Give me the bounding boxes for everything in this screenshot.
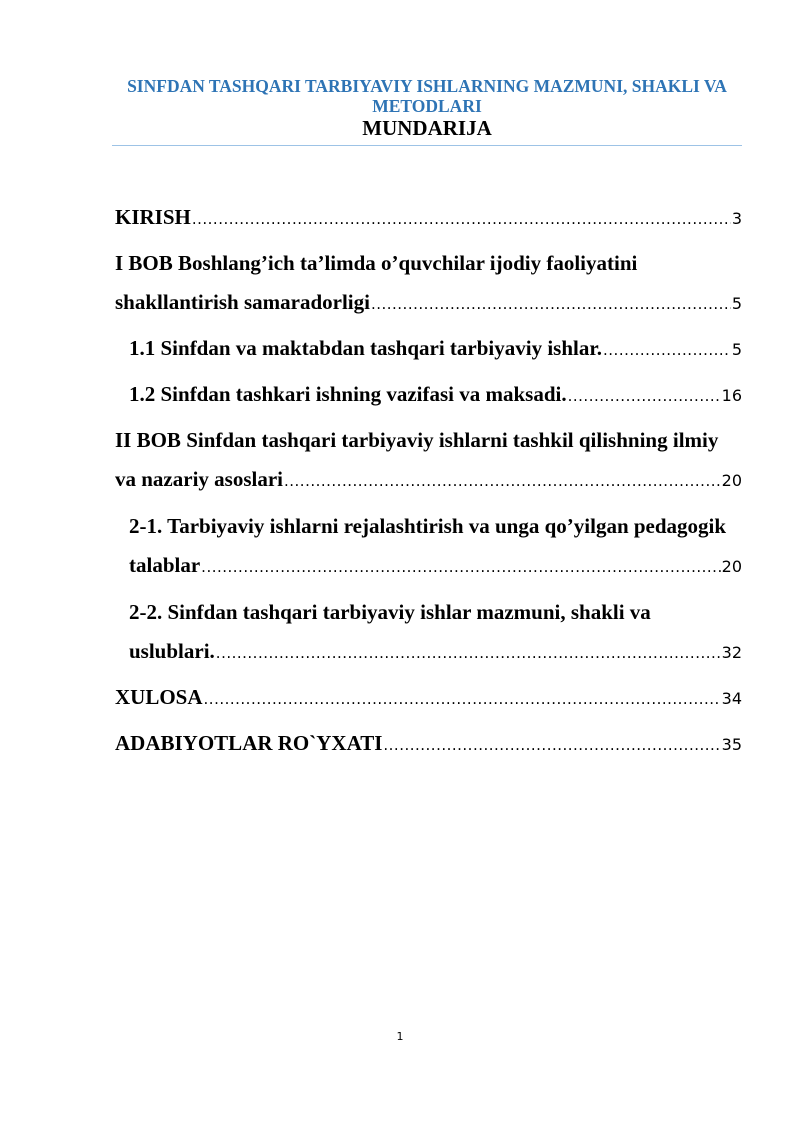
toc-line [129,375,742,414]
toc-page-number: 20 [721,557,742,576]
dot-leader [383,726,720,765]
toc-page-number: 5 [731,294,742,313]
page-number: 1 [396,1030,404,1043]
page-header [112,76,742,144]
toc-line [129,632,742,671]
toc-entry-label: 1.2 Sinfdan tashkari ishning vazifasi va maksadi. [129,382,567,406]
toc-entry-label-line: 2-2. Sinfdan tashqari tarbiyaviy ishlar mazmuni, shakli va [129,600,651,624]
toc-page-number: 32 [721,643,742,662]
toc-entry-label: uslublari. [129,639,215,663]
toc-entry-label-line: I BOB Boshlang’ich ta’limda o’quvchilar ijodiy faoliyatini [115,251,638,275]
dot-leader [603,331,731,370]
toc-entry-label: KIRISH [115,205,191,229]
table-of-contents [115,198,742,763]
toc-entry-chapter-2[interactable] [115,421,742,499]
toc-line [129,329,742,368]
toc-line [129,546,742,585]
toc-page-number: 35 [721,735,742,754]
toc-line [115,678,742,717]
toc-line [115,460,742,499]
toc-entry-label: va nazariy asoslari [115,467,283,491]
toc-entry-label: shakllantirish samaradorligi [115,290,370,314]
document-title: SINFDAN TASHQARI TARBIYAVIY ISHLARNING MAZMUNI, SHAKLI VA METODLARI [127,76,727,116]
dot-leader [568,377,721,416]
dot-leader [192,200,731,239]
dot-leader [284,462,721,501]
toc-entry-kirish[interactable] [115,198,742,237]
table-of-contents-heading: MUNDARIJA [362,116,492,140]
toc-entry-adabiyotlar[interactable] [115,724,742,763]
toc-entry-label: talablar [129,553,201,577]
toc-page-number: 16 [721,386,742,405]
toc-line [115,724,742,763]
toc-page-number: 20 [721,471,742,490]
toc-entry-section-1-1[interactable] [115,329,742,368]
toc-entry-section-1-2[interactable] [115,375,742,414]
dot-leader [204,680,721,719]
dot-leader [201,548,720,587]
header-divider [112,145,742,146]
toc-entry-label-line: 2-1. Tarbiyaviy ishlarni rejalashtirish va unga qo’yilgan pedagogik [129,514,727,538]
toc-entry-chapter-1[interactable] [115,244,742,322]
toc-entry-section-2-1[interactable] [115,507,742,585]
toc-page-number: 3 [731,209,742,228]
toc-entry-label-line: II BOB Sinfdan tashqari tarbiyaviy ishlarni tashkil qilishning ilmiy [115,428,719,452]
dot-leader [216,634,721,673]
toc-line [115,198,742,237]
toc-entry-label: XULOSA [115,685,203,709]
toc-line [115,283,742,322]
toc-page-number: 34 [721,689,742,708]
toc-page-number: 5 [731,340,742,359]
toc-entry-xulosa[interactable] [115,678,742,717]
dot-leader [371,285,731,324]
toc-entry-label: 1.1 Sinfdan va maktabdan tashqari tarbiyaviy ishlar. [129,336,603,360]
toc-entry-section-2-2[interactable] [115,593,742,671]
toc-entry-label: ADABIYOTLAR RO`YXATI [115,731,383,755]
